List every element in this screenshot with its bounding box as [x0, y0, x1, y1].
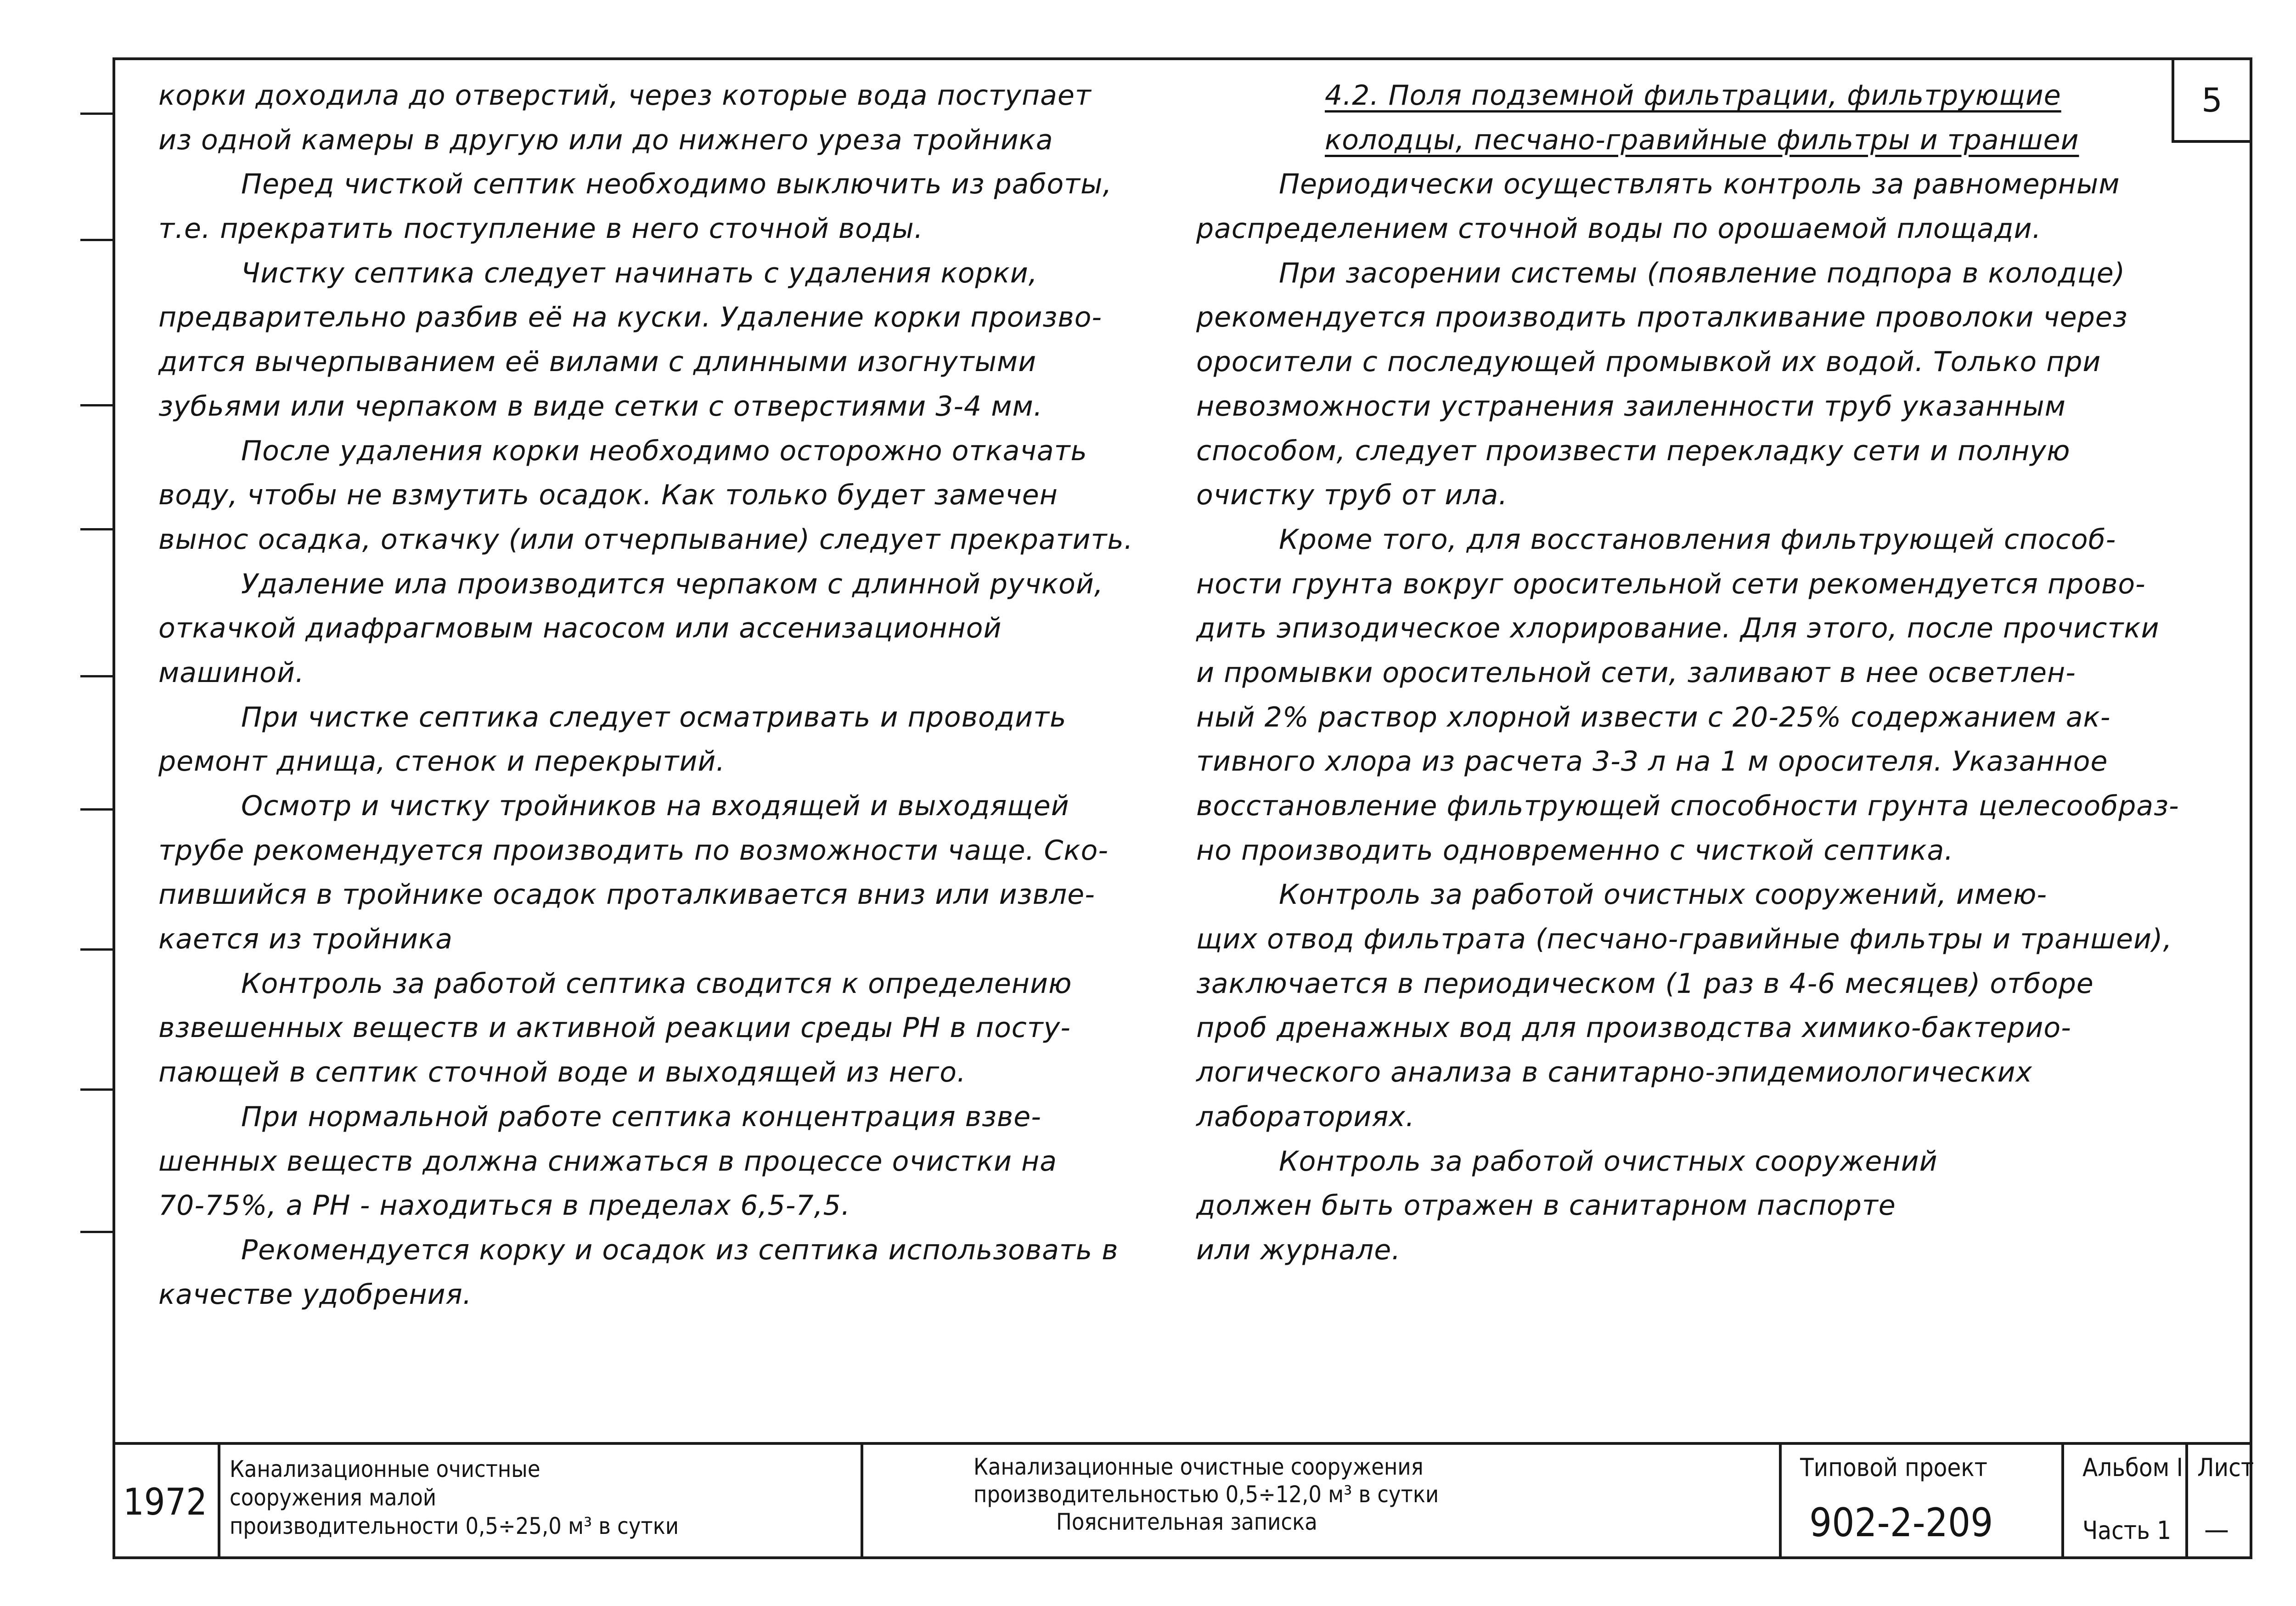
- text-row: [1196, 606, 2229, 651]
- text-row: [1196, 162, 2229, 207]
- album-label: Альбом I: [2082, 1453, 2183, 1482]
- project-number: 902-2-209: [1809, 1500, 1993, 1546]
- text-line: машиной.: [158, 656, 304, 689]
- text-line: 4.2. Поля подземной фильтрации, фильтрующие: [1325, 79, 2061, 112]
- title-line: Пояснительная записка: [1056, 1509, 1317, 1535]
- text-line: проб дренажных вод для производства химико-бактерио-: [1196, 1012, 2071, 1044]
- text-line: взвешенных веществ и активной реакции среды РН в посту-: [158, 1012, 1071, 1044]
- year-cell: [113, 1445, 220, 1559]
- text-line: пившийся в тройнике осадок проталкивается вниз или извле-: [158, 879, 1095, 911]
- text-row: [1196, 784, 2229, 828]
- text-line: корки доходила до отверстий, через которые вода поступает: [158, 79, 1092, 112]
- text-line: пающей в септик сточной воде и выходящей из него.: [158, 1056, 966, 1089]
- text-row: [158, 1050, 1169, 1095]
- text-row: [158, 1006, 1169, 1050]
- text-line: восстановление фильтрующей способности грунта целесообраз-: [1196, 790, 2179, 822]
- sheet-label: Лист: [2197, 1453, 2254, 1482]
- text-row: [1196, 429, 2229, 473]
- text-row: [1196, 518, 2229, 562]
- text-row: [158, 739, 1169, 784]
- text-row: [1196, 651, 2229, 695]
- text-row: [1196, 251, 2229, 296]
- right-text-column: [1196, 73, 2229, 1273]
- text-line: распределением сточной воды по орошаемой площади.: [1196, 213, 2042, 245]
- text-line: откачкой диафрагмовым насосом или ассенизационной: [158, 612, 1002, 645]
- title-line: производительностью 0,5÷12,0 м³ в сутки: [974, 1481, 1439, 1508]
- text-line: вынос осадка, откачку (или отчерпывание) следует прекратить.: [158, 523, 1133, 556]
- text-row: [1196, 473, 2229, 518]
- text-line: Осмотр и чистку тройников на входящей и выходящей: [241, 790, 1069, 822]
- text-row: [1196, 1050, 2229, 1095]
- text-row: [1196, 118, 2229, 163]
- text-row: [1196, 695, 2229, 740]
- text-line: тивного хлора из расчета 3-3 л на 1 м оросителя. Указанное: [1196, 745, 2108, 778]
- text-line: Периодически осуществлять контроль за равномерным: [1279, 168, 2120, 201]
- text-row: [1196, 1183, 2229, 1228]
- text-row: [158, 473, 1169, 518]
- org-line: производительности 0,5÷25,0 м³ в сутки: [230, 1513, 679, 1539]
- text-row: [1196, 1139, 2229, 1184]
- text-line: После удаления корки необходимо осторожно откачать: [241, 434, 1087, 467]
- text-row: [1196, 340, 2229, 384]
- text-row: [158, 873, 1169, 917]
- text-line: должен быть отражен в санитарном паспорте: [1196, 1189, 1896, 1222]
- text-row: [1196, 295, 2229, 340]
- text-row: [158, 1228, 1169, 1273]
- text-row: [1196, 962, 2229, 1006]
- margin-tick: [80, 808, 113, 811]
- margin-tick: [80, 1231, 113, 1233]
- text-row: [1196, 1095, 2229, 1139]
- album-cell: [2064, 1445, 2188, 1559]
- text-row: [158, 562, 1169, 607]
- text-line: и промывки оросительной сети, заливают в нее осветлен-: [1196, 656, 2076, 689]
- text-row: [158, 651, 1169, 695]
- text-line: ности грунта вокруг оросительной сети рекомендуется прово-: [1196, 568, 2146, 600]
- text-row: [158, 518, 1169, 562]
- text-line: Рекомендуется корку и осадок из септика использовать в: [241, 1234, 1119, 1266]
- org-line: Канализационные очистные: [230, 1456, 540, 1482]
- text-line: очистку труб от ила.: [1196, 479, 1508, 512]
- text-line: предварительно разбив её на куски. Удаление корки произво-: [158, 301, 1103, 334]
- text-line: колодцы, песчано-гравийные фильтры и траншеи: [1325, 124, 2079, 156]
- margin-tick: [80, 1088, 113, 1091]
- text-line: дится вычерпыванием её вилами с длинными изогнутыми: [158, 346, 1037, 378]
- text-line: зубьями или черпаком в виде сетки с отверстиями 3-4 мм.: [158, 390, 1043, 423]
- text-row: [1196, 562, 2229, 607]
- text-row: [1196, 828, 2229, 873]
- text-line: шенных веществ должна снижаться в процессе очистки на: [158, 1145, 1058, 1178]
- text-row: [158, 384, 1169, 429]
- text-line: логического анализа в санитарно-эпидемиологических: [1196, 1056, 2033, 1089]
- text-line: При засорении системы (появление подпора в колодце): [1279, 257, 2126, 289]
- text-row: [1196, 207, 2229, 251]
- text-row: [158, 1273, 1169, 1317]
- text-row: [158, 1095, 1169, 1139]
- text-row: [158, 917, 1169, 962]
- text-line: воду, чтобы не взмутить осадок. Как только будет замечен: [158, 479, 1058, 512]
- text-line: 70-75%, а РН - находиться в пределах 6,5-7,5.: [158, 1189, 850, 1222]
- text-line: рекомендуется производить проталкивание проволоки через: [1196, 301, 2128, 334]
- margin-tick: [80, 113, 113, 115]
- text-line: Перед чисткой септик необходимо выключить из работы,: [241, 168, 1112, 201]
- text-line: трубе рекомендуется производить по возможности чаще. Ско-: [158, 834, 1109, 867]
- text-line: кается из тройника: [158, 923, 453, 956]
- text-line: способом, следует произвести перекладку сети и полную: [1196, 434, 2071, 467]
- text-row: [1196, 384, 2229, 429]
- text-row: [1196, 873, 2229, 917]
- text-line: из одной камеры в другую или до нижнего уреза тройника: [158, 124, 1053, 156]
- title-block: [113, 1442, 2252, 1559]
- year: 1972: [123, 1481, 208, 1523]
- project-label: Типовой проект: [1800, 1453, 1987, 1482]
- text-row: [158, 784, 1169, 828]
- text-row: [158, 1183, 1169, 1228]
- text-line: При чистке септика следует осматривать и проводить: [241, 701, 1067, 733]
- text-row: [1196, 739, 2229, 784]
- text-line: невозможности устранения заиленности труб указанным: [1196, 390, 2066, 423]
- text-row: [1196, 73, 2229, 118]
- org-line: сооружения малой: [230, 1484, 437, 1511]
- org-cell: [220, 1445, 863, 1559]
- text-line: Контроль за работой септика сводится к определению: [241, 967, 1072, 1000]
- text-line: ремонт днища, стенок и перекрытий.: [158, 745, 726, 778]
- text-row: [158, 295, 1169, 340]
- margin-tick: [80, 528, 113, 530]
- text-line: оросители с последующей промывкой их водой. Только при: [1196, 346, 2101, 378]
- text-row: [158, 962, 1169, 1006]
- text-line: дить эпизодическое хлорирование. Для этого, после прочистки: [1196, 612, 2160, 645]
- part-label: Часть 1: [2082, 1516, 2172, 1545]
- text-line: ный 2% раствор хлорной извести с 20-25% содержанием ак-: [1196, 701, 2111, 733]
- text-line: Контроль за работой очистных сооружений, имею-: [1279, 879, 2048, 911]
- project-cell: [1782, 1445, 2064, 1559]
- text-row: [158, 73, 1169, 118]
- text-row: [1196, 917, 2229, 962]
- text-line: лабораториях.: [1196, 1100, 1415, 1133]
- text-line: заключается в периодическом (1 раз в 4-6 месяцев) отборе: [1196, 967, 2094, 1000]
- text-line: качестве удобрения.: [158, 1278, 472, 1311]
- text-row: [158, 429, 1169, 473]
- margin-tick: [80, 948, 113, 951]
- title-cell: [863, 1445, 1782, 1559]
- margin-tick: [80, 404, 113, 406]
- sheet-cell: [2188, 1445, 2254, 1559]
- margin-tick: [80, 239, 113, 241]
- text-line: Чистку септика следует начинать с удаления корки,: [241, 257, 1038, 289]
- text-row: [158, 340, 1169, 384]
- page-number: 5: [2172, 60, 2250, 143]
- text-line: При нормальной работе септика концентрация взве-: [241, 1100, 1041, 1133]
- text-row: [158, 251, 1169, 296]
- text-row: [158, 606, 1169, 651]
- text-row: [1196, 1006, 2229, 1050]
- text-line: Контроль за работой очистных сооружений: [1279, 1145, 1938, 1178]
- text-row: [1196, 1228, 2229, 1273]
- text-row: [158, 695, 1169, 740]
- text-line: или журнале.: [1196, 1234, 1401, 1266]
- text-line: Удаление ила производится черпаком с длинной ручкой,: [241, 568, 1103, 600]
- text-row: [158, 118, 1169, 163]
- text-line: щих отвод фильтрата (песчано-гравийные фильтры и траншеи),: [1196, 923, 2172, 956]
- text-line: но производить одновременно с чисткой септика.: [1196, 834, 1954, 867]
- title-line: Канализационные очистные сооружения: [974, 1454, 1424, 1480]
- text-row: [158, 207, 1169, 251]
- margin-tick: [80, 675, 113, 677]
- text-row: [158, 828, 1169, 873]
- sheet-value: —: [2204, 1514, 2229, 1546]
- text-row: [158, 1139, 1169, 1184]
- text-line: т.е. прекратить поступление в него сточной воды.: [158, 213, 923, 245]
- text-line: Кроме того, для восстановления фильтрующей способ-: [1279, 523, 2116, 556]
- text-row: [158, 162, 1169, 207]
- left-text-column: [158, 73, 1169, 1317]
